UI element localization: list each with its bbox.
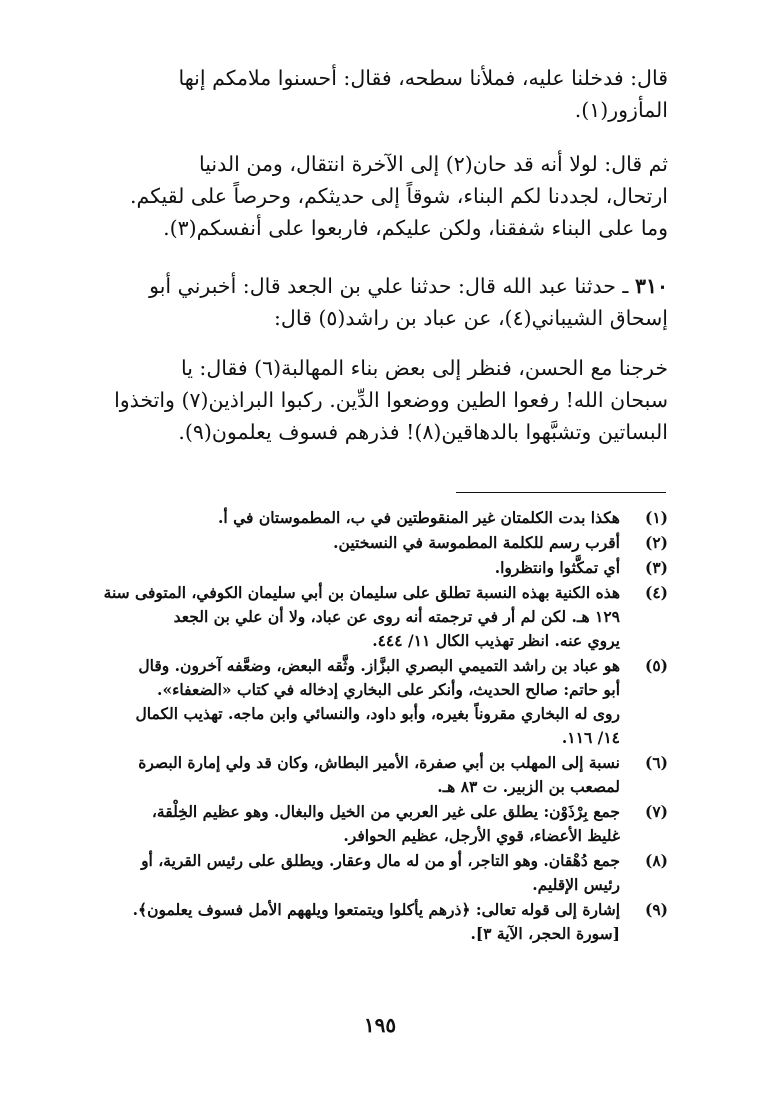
footnote-line: هو عباد بن راشد التميمي البصري البزَّاز. وثَّقه البعض، وضعَّفه آخرون. وقال [138,656,620,675]
footnote-8 [90,849,668,897]
footnote-line: ١٤/ ١١٦. [561,728,620,747]
footnote-line: إشارة إلى قوله تعالى: ﴿ذرهم يأكلوا ويتمتعوا ويلههم الأمل فسوف يعلمون﴾. [132,900,620,919]
footnote-line: ١٢٩ هـ. لكن لم أر في ترجمته أنه روى عن عباد، ولا أن علي بن الجعد [173,607,620,626]
footnote-line: أبو حاتم: صالح الحديث، وأنكر على البخاري إدخاله في كتاب «الضعفاء». [157,680,620,699]
text-line: وما على البناء شفقنا، ولكن عليكم، فاربعوا على أنفسكم(٣). [163,216,668,240]
footnote-line: نسبة إلى المهلب بن أبي صفرة، الأمير البطاش، وكان قد ولي إمارة البصرة [138,753,620,772]
footnote-line: رئيس الإقليم. [532,875,620,894]
paragraph-4 [90,352,668,448]
footnote-number: (١) [644,508,668,527]
footnote-2 [90,531,668,555]
footnote-number: (٦) [644,753,668,772]
footnote-1 [90,506,668,530]
footnotes [90,506,668,947]
footnote-number: (٥) [644,656,668,675]
footnote-number: (٧) [644,802,668,821]
footnote-line: جمع بِرْذَوْن: يطلق على غير العربي من الخيل والبغال. وهو عظيم الخِلْقة، [151,802,620,821]
text-line: خرجنا مع الحسن، فنظر إلى بعض بناء المهالبة(٦) فقال: يا [180,356,668,380]
footnote-line: هكذا بدت الكلمتان غير المنقوطتين في ب، المطموستان في أ. [218,508,620,527]
footnote-line: لمصعب بن الزبير. ت ٨٣ هـ. [437,777,620,796]
text-line [90,270,668,302]
hadith-number: ٣١٠ [634,274,668,298]
footnote-7 [90,800,668,848]
footnote-number: (٩) [644,900,668,919]
page-number: ١٩٥ [363,1013,397,1037]
footnote-separator [456,492,666,493]
footnote-number: (٣) [644,558,668,577]
footnote-9 [90,898,668,946]
footnote-line: جمع دُهْقان. وهو التاجر، أو من له مال وعقار. ويطلق على رئيس القرية، أو [141,851,620,870]
footnote-5 [90,654,668,750]
paragraph-2 [90,148,668,244]
text-line: قال: فدخلنا عليه، فملأنا سطحه، فقال: أحسنوا ملامكم إنها [178,66,668,90]
hadith-text: ـ حدثنا عبد الله قال: حدثنا علي بن الجعد قال: أخبرني أبو [149,274,635,298]
text-line: البساتين وتشبَّهوا بالدهاقين(٨)! فذرهم فسوف يعلمون(٩). [178,420,668,444]
text-line: إسحاق الشيباني(٤)، عن عباد بن راشد(٥) قال: [274,306,668,330]
footnote-4 [90,581,668,653]
footnote-line: أقرب رسم للكلمة المطموسة في النسختين. [333,533,620,552]
paragraph-1 [90,62,668,126]
text-line: ارتحال، لجددنا لكم البناء، شوقاً إلى حديثكم، وحرصاً على لقيكم. [130,184,668,208]
footnote-3 [90,556,668,580]
footnote-line: غليظ الأعضاء، قوي الأرجل، عظيم الحوافر. [343,826,620,845]
footnote-number: (٤) [644,583,668,602]
footnote-line: [سورة الحجر، الآية ٣]. [470,924,620,943]
footnote-number: (٨) [644,851,668,870]
footnote-line: أي تمكَّثوا وانتظروا. [494,558,620,577]
text-line: المأزور(١). [574,98,668,122]
main-text [90,62,668,448]
paragraph-hadith [90,270,668,334]
text-line: ثم قال: لولا أنه قد حان(٢) إلى الآخرة انتقال، ومن الدنيا [198,152,668,176]
footnote-line: يروي عنه. انظر تهذيب الكال ١١/ ٤٤٤. [372,631,620,650]
text-line: سبحان الله! رفعوا الطين ووضعوا الدِّين. ركبوا البراذين(٧) واتخذوا [114,388,668,412]
footnote-6 [90,751,668,799]
footnote-number: (٢) [644,533,668,552]
footnote-line: هذه الكنية بهذه النسبة تطلق على سليمان بن أبي سليمان الكوفي، المتوفى سنة [103,583,620,602]
footnote-line: روى له البخاري مقروناً بغيره، وأبو داود، والنسائي وابن ماجه. تهذيب الكمال [135,704,620,723]
